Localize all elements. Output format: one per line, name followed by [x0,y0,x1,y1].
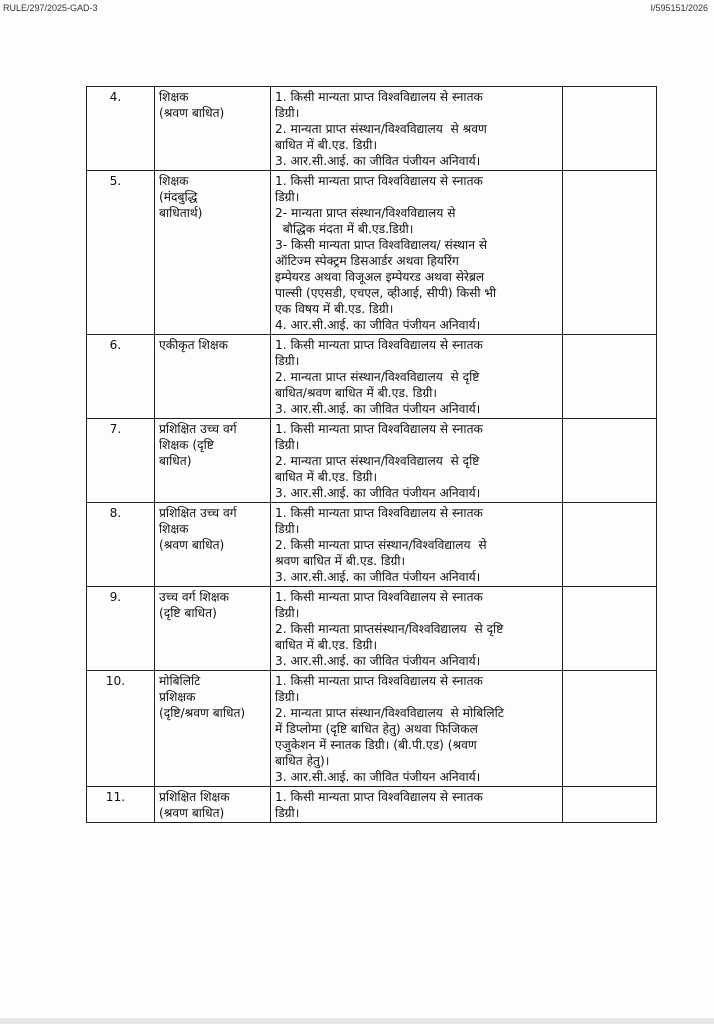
serial-number-cell: 5. [87,171,155,335]
table-row [87,671,657,787]
qualification-line: 1. किसी मान्यता प्राप्त विश्वविद्यालय से स्नातक [275,790,483,804]
qualification-line: डिग्री। [275,522,300,536]
post-name-line: प्रशिक्षित उच्च वर्ग [159,506,237,520]
post-name-line: (मंदबुद्धि [159,190,198,204]
post-name-cell [155,171,271,335]
qualification-line: एक विषय में बी.एड. डिग्री। [275,302,394,316]
qualification-line: 2- मान्यता प्राप्त संस्थान/विश्वविद्यालय से [275,206,456,220]
qualification-line: 1. किसी मान्यता प्राप्त विश्वविद्यालय से स्नातक [275,174,483,188]
qualification-line: डिग्री। [275,690,300,704]
qualification-line: 3. आर.सी.आई. का जीवित पंजीयन अनिवार्य। [275,154,481,168]
qualification-line: में डिप्लोमा (दृष्टि बाधित हेतु) अथवा फिजिकल [275,722,478,736]
qualification-line: श्रवण बाधित में बी.एड. डिग्री। [275,554,406,568]
post-name-line: मोबिलिटि [159,674,201,688]
table-row [87,419,657,503]
qualification-line: 3. आर.सी.आई. का जीवित पंजीयन अनिवार्य। [275,654,481,668]
qualification-line: डिग्री। [275,438,300,452]
qualification-line: 1. किसी मान्यता प्राप्त विश्वविद्यालय से स्नातक [275,422,483,436]
qualification-line: बाधित में बी.एड. डिग्री। [275,138,378,152]
qualification-line: एजुकेशन में स्नातक डिग्री। (बी.पी.एड) (श्रवण [275,738,477,752]
remarks-cell [563,787,657,823]
serial-number-cell: 11. [87,787,155,823]
table-row [87,503,657,587]
qualification-cell [271,171,563,335]
qualification-line: 2. किसी मान्यता प्राप्त संस्थान/विश्वविद्यालय से [275,538,487,552]
qualification-line: बौद्धिक मंदता में बी.एड.डिग्री। [275,222,414,236]
table-row [87,87,657,171]
post-name-line: शिक्षक [159,90,189,104]
post-name-line: एकीकृत शिक्षक [159,338,228,352]
qualification-cell [271,335,563,419]
qualification-line: 3. आर.सी.आई. का जीवित पंजीयन अनिवार्य। [275,570,481,584]
post-name-line: (श्रवण बाधित) [159,106,225,120]
qualification-line: 4. आर.सी.आई. का जीवित पंजीयन अनिवार्य। [275,318,481,332]
qualification-line: बाधित/श्रवण बाधित में बी.एड. डिग्री। [275,386,437,400]
table-row [87,587,657,671]
remarks-cell [563,171,657,335]
post-name-line: प्रशिक्षक [159,690,196,704]
qualification-table [86,86,657,823]
qualification-table-body [87,87,657,823]
qualification-line: 3. आर.सी.आई. का जीवित पंजीयन अनिवार्य। [275,486,481,500]
qualification-line: 2. मान्यता प्राप्त संस्थान/विश्वविद्यालय से मोबिलिटि [275,706,504,720]
post-name-cell [155,87,271,171]
qualification-line: 3- किसी मान्यता प्राप्त विश्वविद्यालय/ संस्थान से [275,238,488,252]
qualification-line: 1. किसी मान्यता प्राप्त विश्वविद्यालय से स्नातक [275,338,483,352]
qualification-line: 1. किसी मान्यता प्राप्त विश्वविद्यालय से स्नातक [275,674,483,688]
table-row [87,335,657,419]
table-row [87,171,657,335]
qualification-line: 2. मान्यता प्राप्त संस्थान/विश्वविद्यालय से श्रवण [275,122,487,136]
qualification-line: 1. किसी मान्यता प्राप्त विश्वविद्यालय से स्नातक [275,590,483,604]
qualification-line: डिग्री। [275,806,300,820]
qualification-line: बाधित हेतु)। [275,754,330,768]
post-name-line: शिक्षक (दृष्टि [159,438,214,452]
remarks-cell [563,335,657,419]
table-row [87,787,657,823]
post-name-line: उच्च वर्ग शिक्षक [159,590,229,604]
post-name-line: प्रशिक्षित शिक्षक [159,790,230,804]
post-name-line: शिक्षक [159,522,189,536]
post-name-cell [155,503,271,587]
serial-number-cell: 8. [87,503,155,587]
qualification-line: 1. किसी मान्यता प्राप्त विश्वविद्यालय से स्नातक [275,90,483,104]
qualification-line: इम्पेयरड अथवा विजूअल इम्पेयरड अथवा सेरेब्रल [275,270,485,284]
qualification-cell [271,419,563,503]
qualification-line: 2. किसी मान्यता प्राप्तसंस्थान/विश्वविद्यालय से दृष्टि [275,622,504,636]
post-name-line: शिक्षक [159,174,189,188]
qualification-line: 3. आर.सी.आई. का जीवित पंजीयन अनिवार्य। [275,770,481,784]
remarks-cell [563,419,657,503]
post-name-cell [155,787,271,823]
qualification-line: पाल्सी (एएसडी, एचएल, व्हीआई, सीपी) किसी भी [275,286,497,300]
qualification-cell [271,87,563,171]
qualification-line: 1. किसी मान्यता प्राप्त विश्वविद्यालय से स्नातक [275,506,483,520]
serial-number-cell: 6. [87,335,155,419]
serial-number-cell: 4. [87,87,155,171]
remarks-cell [563,671,657,787]
qualification-line: डिग्री। [275,606,300,620]
qualification-line: डिग्री। [275,106,300,120]
qualification-line: 2. मान्यता प्राप्त संस्थान/विश्वविद्यालय से दृष्टि [275,370,480,384]
post-name-line: (दृष्टि/श्रवण बाधित) [159,706,246,720]
qualification-line: ऑटिज्म स्पेक्ट्रम डिसआर्डर अथवा हियरिंग [275,254,459,268]
qualification-line: डिग्री। [275,190,300,204]
serial-number-cell: 7. [87,419,155,503]
post-name-line: (दृष्टि बाधित) [159,606,217,620]
post-name-line: (श्रवण बाधित) [159,806,225,820]
post-name-cell [155,335,271,419]
qualification-cell [271,671,563,787]
qualification-cell [271,587,563,671]
qualification-line: बाधित में बी.एड. डिग्री। [275,470,378,484]
page-bottom-edge [0,1018,714,1024]
post-name-line: (श्रवण बाधित) [159,538,225,552]
post-name-cell [155,671,271,787]
post-name-line: बाधितार्थ) [159,206,203,220]
post-name-line: प्रशिक्षित उच्च वर्ग [159,422,237,436]
remarks-cell [563,587,657,671]
remarks-cell [563,87,657,171]
qualification-cell [271,503,563,587]
document-file-number: I/595151/2026 [650,3,708,13]
serial-number-cell: 10. [87,671,155,787]
document-reference-number: RULE/297/2025-GAD-3 [3,3,98,13]
post-name-line: बाधित) [159,454,192,468]
remarks-cell [563,503,657,587]
post-name-cell [155,587,271,671]
qualification-line: डिग्री। [275,354,300,368]
qualification-cell [271,787,563,823]
post-name-cell [155,419,271,503]
qualification-line: बाधित में बी.एड. डिग्री। [275,638,378,652]
serial-number-cell: 9. [87,587,155,671]
qualification-line: 3. आर.सी.आई. का जीवित पंजीयन अनिवार्य। [275,402,481,416]
qualification-line: 2. मान्यता प्राप्त संस्थान/विश्वविद्यालय से दृष्टि [275,454,480,468]
